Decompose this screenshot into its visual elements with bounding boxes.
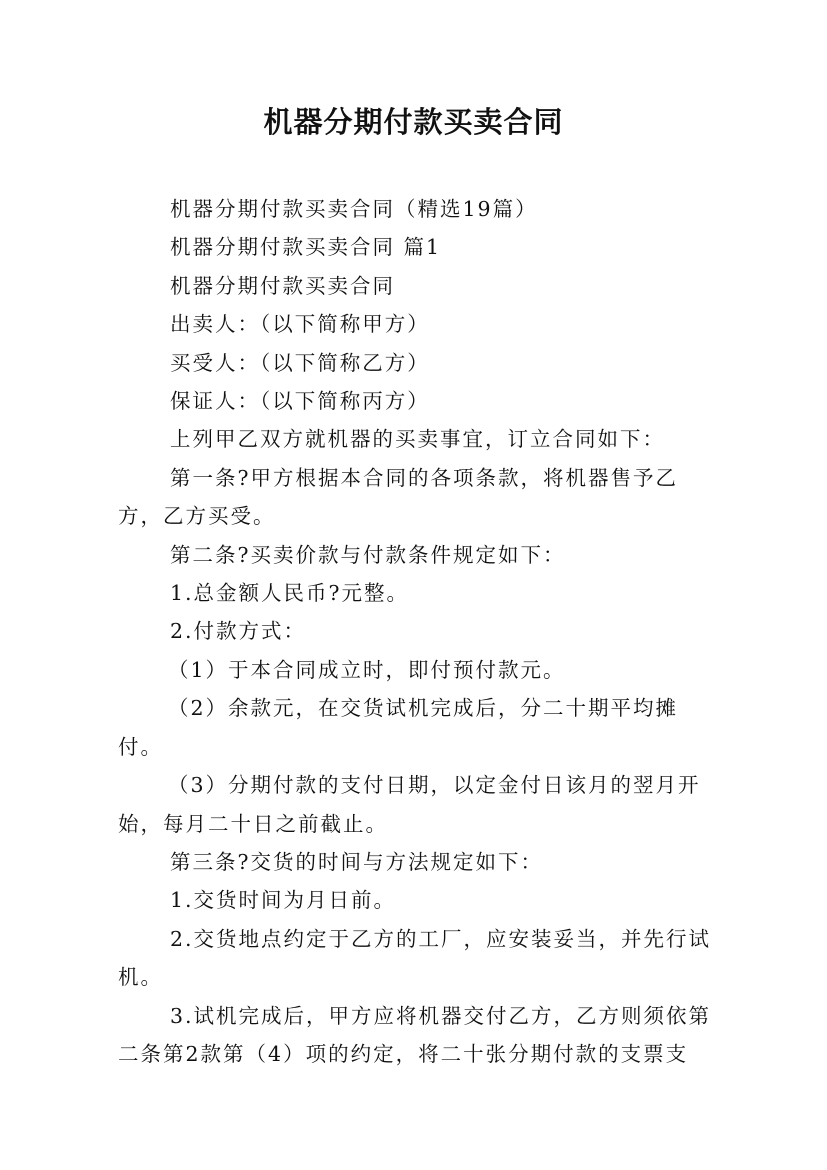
paragraph: 出卖人：（以下简称甲方） xyxy=(170,312,430,337)
paragraph: 机器分期付款买卖合同 xyxy=(170,273,395,298)
paragraph: 买受人：（以下简称乙方） xyxy=(170,350,430,375)
paragraph: 3.试机完成后，甲方应将机器交付乙方，乙方则须依第二条第2款第（4）项的约定，将二十张分期付款的支票支 xyxy=(118,1003,712,1066)
paragraph: 1.交货时间为月日前。 xyxy=(170,888,397,913)
paragraph: 第一条?甲方根据本合同的各项条款，将机器售予乙方，乙方买受。 xyxy=(118,465,678,529)
paragraph: 保证人：（以下简称丙方） xyxy=(170,389,430,414)
paragraph: （3）分期付款的支付日期，以定金付日该月的翌月开始，每月二十日之前截止。 xyxy=(118,773,701,836)
paragraph: 2.付款方式： xyxy=(170,619,307,644)
document-title: 机器分期付款买卖合同 xyxy=(263,105,564,139)
paragraph: （1）于本合同成立时，即付预付款元。 xyxy=(168,657,566,682)
paragraph: （2）余款元，在交货试机完成后，分二十期平均摊付。 xyxy=(118,696,679,759)
document-body xyxy=(118,190,718,1073)
paragraph: 2.交货地点约定于乙方的工厂，应安装妥当，并先行试机。 xyxy=(118,926,712,990)
paragraph: 1.总金额人民币?元整。 xyxy=(170,581,410,606)
paragraph: 第三条?交货的时间与方法规定如下： xyxy=(170,849,543,874)
paragraph: 机器分期付款买卖合同 篇1 xyxy=(170,235,442,260)
paragraph: 上列甲乙双方就机器的买卖事宜，订立合同如下： xyxy=(170,427,665,452)
paragraph: 机器分期付款买卖合同（精选19篇） xyxy=(170,197,538,221)
paragraph: 第二条?买卖价款与付款条件规定如下： xyxy=(170,542,566,567)
